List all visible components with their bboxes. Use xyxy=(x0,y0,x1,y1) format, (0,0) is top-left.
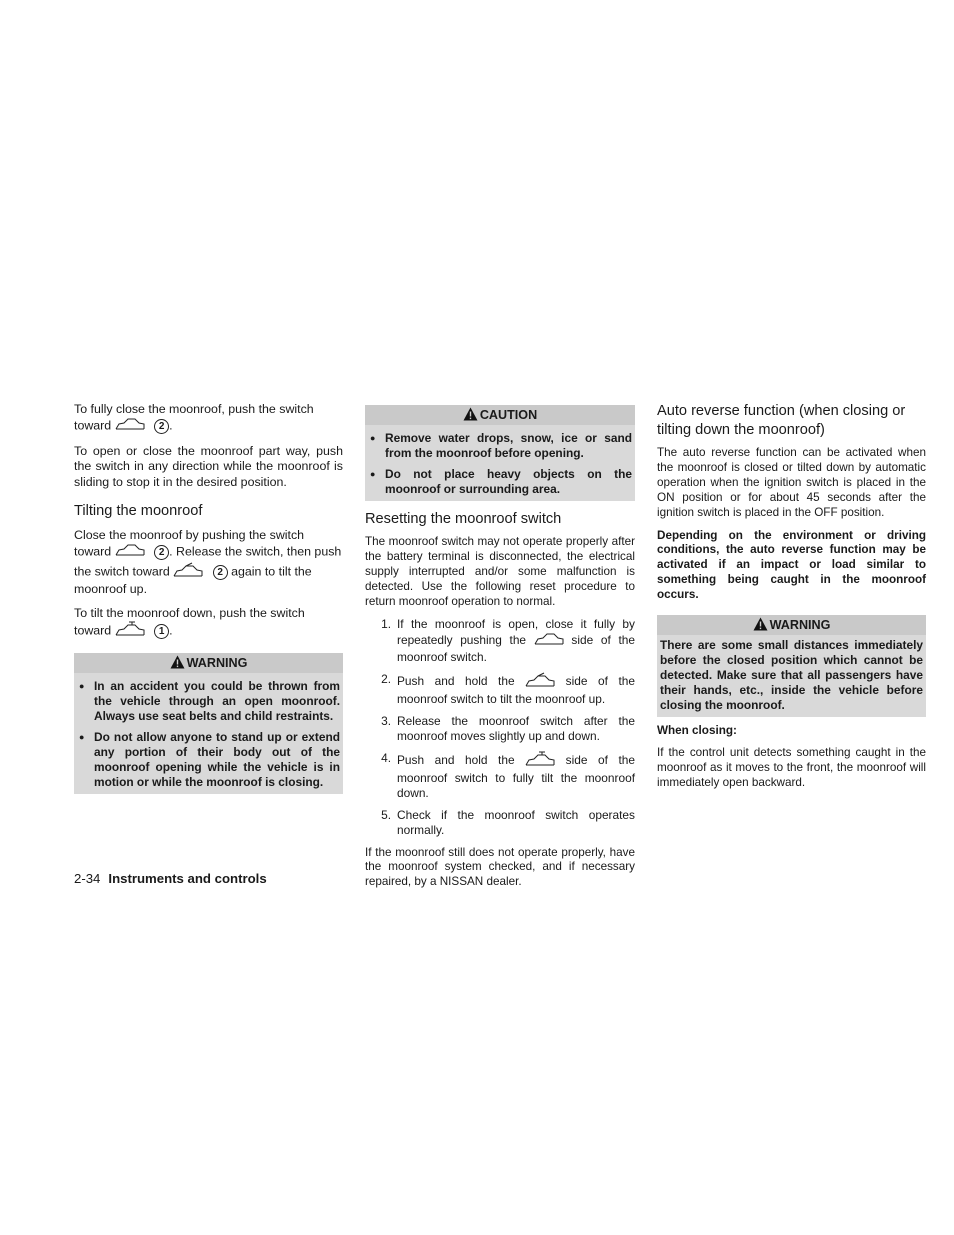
car-tilt-down-icon xyxy=(525,751,555,771)
list-item: 1. If the moonroof is open, close it fully by repeatedly pushing the side of the moonroof switch. xyxy=(381,616,635,664)
list-item: 5. Check if the moonroof switch operates normally. xyxy=(381,807,635,837)
caution-header: CAUTION xyxy=(365,405,635,425)
column-right xyxy=(657,402,926,791)
column-left xyxy=(74,402,343,794)
reset-steps xyxy=(365,617,635,838)
car-tilt-down-icon xyxy=(115,621,145,641)
car-close-icon xyxy=(115,543,145,561)
warning-header: WARNING xyxy=(74,653,343,673)
paragraph-when-closing: If the control unit detects something caught in the moonroof as it moves to the front, the moonroof will immediately open backward. xyxy=(657,745,926,789)
paragraph-reset-intro: The moonroof switch may not operate properly after the battery terminal is disconnected, the electrical supply interrupted and/or some malfunction is detected. Use the following reset procedure to return moonroof operation to normal. xyxy=(365,535,635,608)
page-number: 2-34 xyxy=(74,871,101,886)
callout-number-2: 2 xyxy=(213,565,228,580)
paragraph-reset-final: If the moonroof still does not operate properly, have the moonroof system checked, and if necessary repaired, by a NISSAN dealer. xyxy=(365,845,635,889)
car-tilt-up-icon xyxy=(173,562,203,582)
list-item: ● Remove water drops, snow, ice or sand from the moonroof before opening. xyxy=(370,431,632,460)
paragraph-tilt-down: To tilt the moonroof down, push the switch toward 1 . xyxy=(74,606,343,642)
paragraph-auto-reverse: The auto reverse function can be activated when the moonroof is closed or tilted down by automatic operation when the ignition switch is placed in the ON position or for about 45 seconds after the ignition switch is placed in the OFF position. xyxy=(657,446,926,519)
warning-text: There are some small distances immediately before the closed position which cannot be detected. Make sure that all passengers have their hands, etc., inside the vehicle before closing the moonroof. xyxy=(660,638,923,713)
list-item: ● Do not place heavy objects on the moonroof or surrounding area. xyxy=(370,467,632,496)
car-close-icon xyxy=(115,417,145,435)
list-item: 2. Push and hold the side of the moonroof switch to tilt the moonroof up. xyxy=(381,671,635,706)
warning-header: WARNING xyxy=(657,615,926,635)
heading-auto-reverse: Auto reverse function (when closing or tilting down the moonroof) xyxy=(657,403,906,438)
paragraph-fully-close: To fully close the moonroof, push the switch toward 2 . xyxy=(74,402,343,436)
section-title: Instruments and controls xyxy=(108,871,267,886)
list-item: 3. Release the moonroof switch after the moonroof moves slightly up and down. xyxy=(381,713,635,743)
callout-number-2: 2 xyxy=(154,545,169,560)
list-item: ● In an accident you could be thrown from the vehicle through an open moonroof. Always use seat belts and child restraints. xyxy=(79,679,340,724)
heading-resetting: Resetting the moonroof switch xyxy=(365,511,562,527)
subheading-when-closing: When closing: xyxy=(657,724,737,738)
warning-box xyxy=(74,653,343,794)
heading-tilting: Tilting the moonroof xyxy=(74,503,203,520)
warning-triangle-icon xyxy=(170,655,185,675)
car-close-icon xyxy=(534,632,564,650)
paragraph-part-way: To open or close the moonroof part way, push the switch in any direction while the moonroof is sliding to stop it in the desired position. xyxy=(74,443,343,489)
warning-triangle-icon xyxy=(463,407,478,427)
paragraph-tilt-up: Close the moonroof by pushing the switch toward 2 . Release the switch, then push the switch toward 2 again to tilt the moonroof up. xyxy=(74,528,342,597)
paragraph-auto-reverse-bold: Depending on the environment or driving conditions, the auto reverse function may be activated if an impact or load similar to something being caught in the moonroof occurs. xyxy=(657,528,926,602)
caution-box xyxy=(365,405,635,501)
car-tilt-up-icon xyxy=(525,672,555,692)
warning-box xyxy=(657,615,926,717)
list-item: ● Do not allow anyone to stand up or extend any portion of their body out of the moonroof opening while the vehicle is in motion or while the moonroof is closing. xyxy=(79,730,340,790)
callout-number-2: 2 xyxy=(154,419,169,434)
callout-number-1: 1 xyxy=(154,624,169,639)
warning-triangle-icon xyxy=(753,617,768,637)
page-footer xyxy=(74,871,267,886)
column-middle xyxy=(365,402,635,890)
list-item: 4. Push and hold the side of the moonroof switch to fully tilt the moonroof down. xyxy=(381,750,635,800)
